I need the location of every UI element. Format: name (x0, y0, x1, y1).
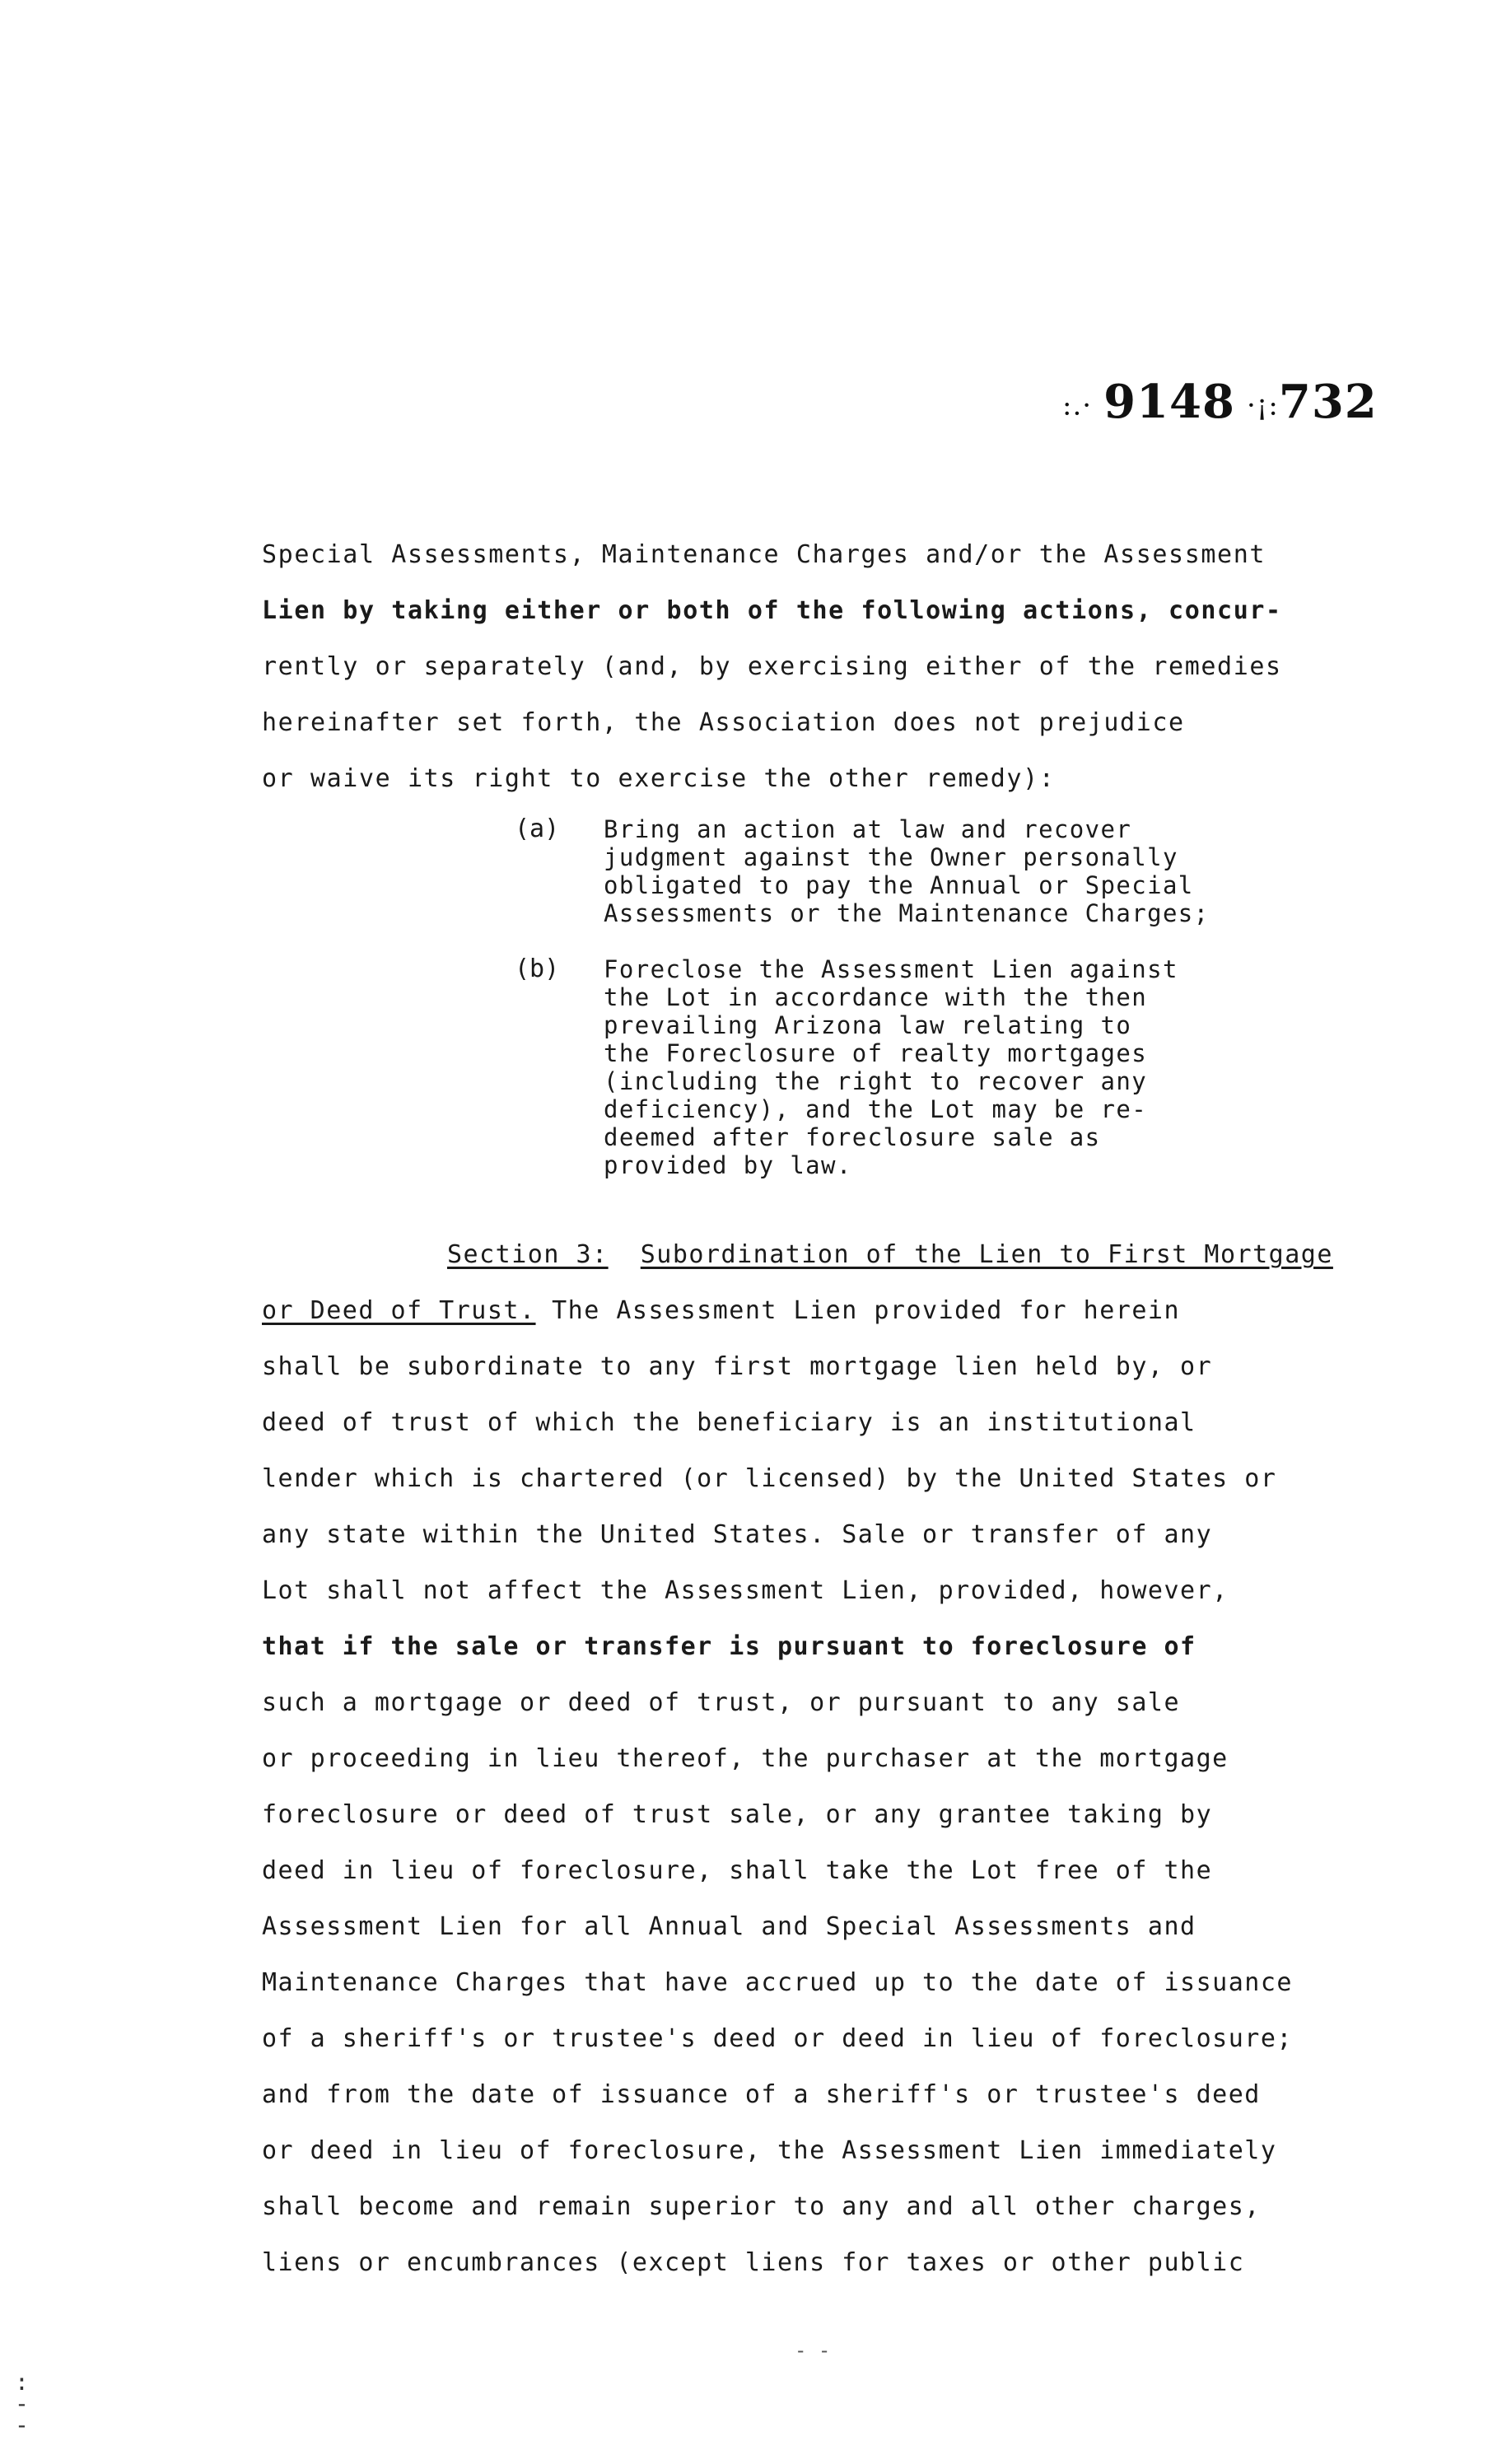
item-text (604, 815, 1394, 927)
section-label: Section 3: (447, 1240, 609, 1269)
text-line: or proceeding in lieu thereof, the purchaser at the mortgage (262, 1744, 1229, 1773)
text-line: Lien by taking either or both of the following actions, concur- (262, 596, 1282, 625)
text-line: liens or encumbrances (except liens for taxes or other public (262, 2248, 1245, 2277)
text-line: obligated to pay the Annual or Special (604, 871, 1194, 899)
section-first-line-text: The Assessment Lien provided for herein (535, 1296, 1181, 1325)
stamp-separator: ·¡: (1246, 389, 1279, 422)
text-line: deed in lieu of foreclosure, shall take the Lot free of the (262, 1856, 1213, 1885)
text-line: lender which is chartered (or licensed) by the United States or (262, 1464, 1277, 1493)
text-line: of a sheriff's or trustee's deed or deed in lieu of foreclosure; (262, 2024, 1293, 2053)
text-line: any state within the United States. Sale or transfer of any (262, 1520, 1213, 1549)
text-line: hereinafter set forth, the Association does not prejudice (262, 708, 1185, 737)
text-line: deed of trust of which the beneficiary is an institutional (262, 1408, 1196, 1437)
text-line: such a mortgage or deed of trust, or pursuant to any sale (262, 1688, 1181, 1717)
text-line: foreclosure or deed of trust sale, or any grantee taking by (262, 1800, 1213, 1829)
section-title: Subordination of the Lien to First Mortgage (640, 1240, 1333, 1269)
text-line: or deed in lieu of foreclosure, the Assessment Lien immediately (262, 2136, 1277, 2165)
text-line: rently or separately (and, by exercising either of the remedies (262, 652, 1282, 681)
text-line: Assessment Lien for all Annual and Special Assessments and (262, 1912, 1196, 1941)
text-line: Foreclose the Assessment Lien against (604, 955, 1178, 983)
text-line: prevailing Arizona law relating to (604, 1011, 1132, 1039)
text-line: the Lot in accordance with the then (604, 983, 1148, 1011)
text-line: shall become and remain superior to any and all other charges, (262, 2192, 1261, 2221)
recording-stamp (1062, 375, 1378, 429)
item-text (604, 955, 1394, 1179)
page-footer-mark: - - (795, 2339, 831, 2362)
text-line: (including the right to recover any (604, 1067, 1148, 1095)
text-line: or waive its right to exercise the other remedy): (262, 764, 1056, 793)
intro-paragraph (262, 527, 1398, 807)
section-3 (262, 1227, 1431, 2291)
text-line: and from the date of issuance of a sheriff's or trustee's deed (262, 2080, 1261, 2109)
item-marker: (a) (515, 814, 560, 843)
text-line: Lot shall not affect the Assessment Lien, provided, however, (262, 1576, 1229, 1605)
text-line: deficiency), and the Lot may be re- (604, 1095, 1148, 1123)
text-line: Special Assessments, Maintenance Charges and/or the Assessment (262, 540, 1266, 569)
text-line: the Foreclosure of realty mortgages (604, 1039, 1148, 1067)
text-line (262, 1283, 1431, 1339)
text-line: shall be subordinate to any first mortgage lien held by, or (262, 1352, 1213, 1381)
item-marker: (b) (515, 954, 560, 983)
stamp-book-number: 9148 (1103, 375, 1235, 429)
section-title-continued: or Deed of Trust. (262, 1296, 536, 1325)
margin-mark: : - - (15, 2368, 29, 2438)
text-line: Assessments or the Maintenance Charges; (604, 899, 1210, 927)
text-line: provided by law. (604, 1151, 852, 1179)
text-line: deemed after foreclosure sale as (604, 1123, 1101, 1151)
text-line: that if the sale or transfer is pursuant to foreclosure of (262, 1632, 1196, 1661)
text-line: Maintenance Charges that have accrued up to the date of issuance (262, 1968, 1293, 1997)
text-line: judgment against the Owner personally (604, 843, 1178, 871)
section-heading (262, 1227, 1431, 1283)
stamp-prefix: :.· (1062, 389, 1093, 422)
stamp-page-number: 732 (1278, 375, 1378, 429)
text-line: Bring an action at law and recover (604, 815, 1132, 843)
